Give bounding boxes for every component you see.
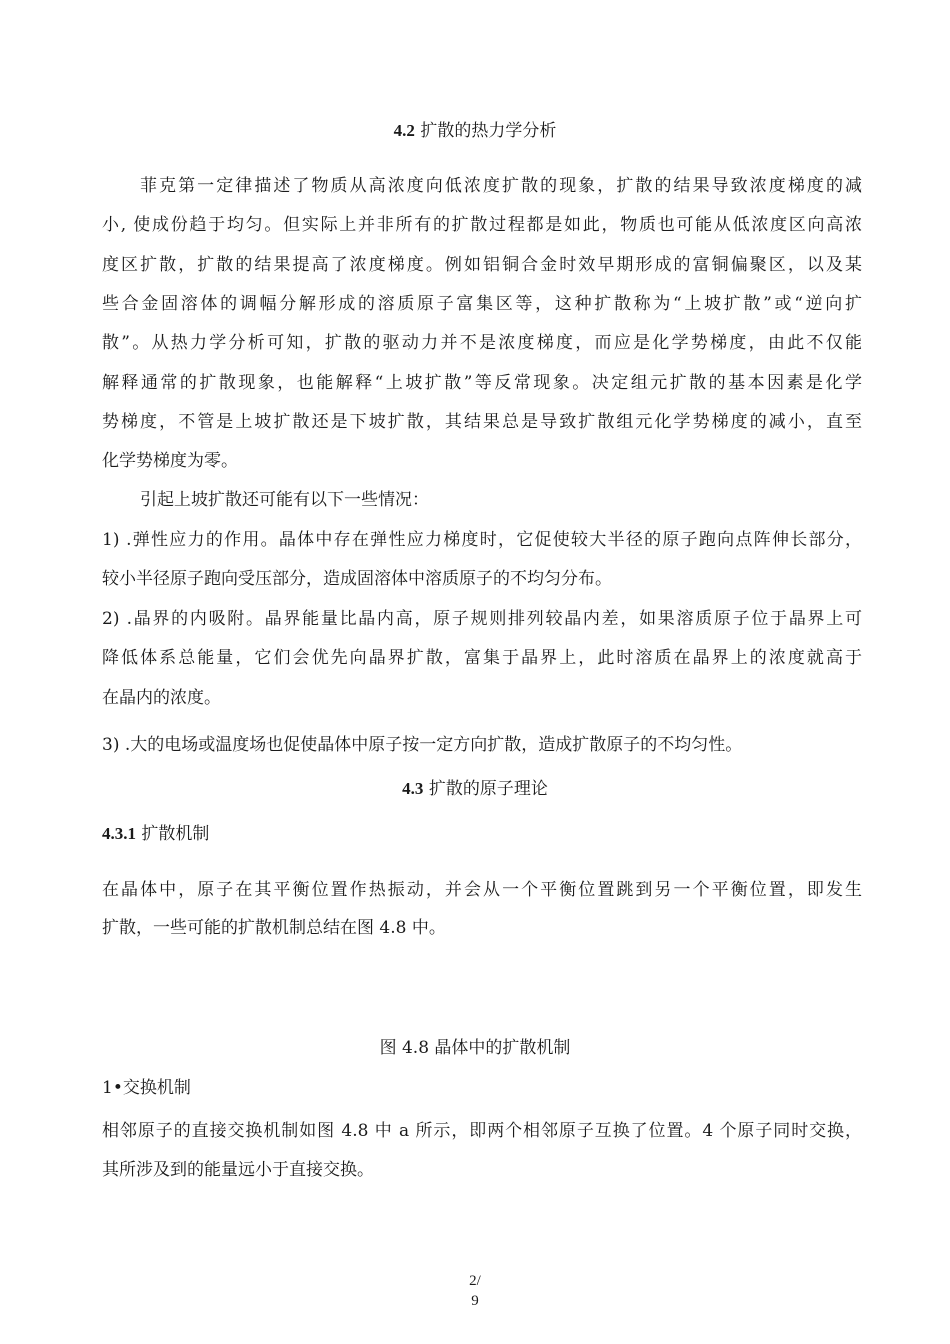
section-heading-4-3 xyxy=(0,779,950,799)
paragraph-line: 化学势梯度为零。 xyxy=(102,451,238,471)
list-item-line: 1) .弹性应力的作用。晶体中存在弹性应力梯度时，它促使较大半径的原子跑向点阵伸长部分， xyxy=(102,530,862,550)
section-number: 4.3.1 xyxy=(102,824,136,843)
paragraph-line: 相邻原子的直接交换机制如图 4.8 中 a 所示，即两个相邻原子互换了位置。4 个原子同时交换， xyxy=(102,1121,862,1141)
section-title: 扩散的热力学分析 xyxy=(420,121,557,141)
list-item-line: 3) .大的电场或温度场也促使晶体中原子按一定方向扩散，造成扩散原子的不均匀性。 xyxy=(102,735,743,755)
subsection-heading: 1•交换机制 xyxy=(102,1078,191,1098)
list-item-line: 在晶内的浓度。 xyxy=(102,688,221,708)
section-number: 4.2 xyxy=(393,121,415,140)
paragraph-line: 在晶体中，原子在其平衡位置作热振动，并会从一个平衡位置跳到另一个平衡位置，即发生 xyxy=(102,880,862,900)
list-item-line: 2) .晶界的内吸附。晶界能量比晶内高，原子规则排列较晶内差，如果溶质原子位于晶界上可 xyxy=(102,609,862,629)
section-heading-4-2 xyxy=(0,121,950,141)
section-title: 扩散的原子理论 xyxy=(428,779,548,799)
paragraph-intro: 引起上坡扩散还可能有以下一些情况： xyxy=(140,490,429,510)
paragraph-line: 散”。从热力学分析可知，扩散的驱动力并不是浓度梯度，而应是化学势梯度，由此不仅能 xyxy=(102,333,862,353)
subsection-heading-4-3-1 xyxy=(102,824,862,844)
list-item-line: 降低体系总能量，它们会优先向晶界扩散，富集于晶界上，此时溶质在晶界上的浓度就高于 xyxy=(102,648,862,668)
paragraph-line: 扩散，一些可能的扩散机制总结在图 4.8 中。 xyxy=(102,918,446,938)
paragraph-line: 小, 使成份趋于均匀。但实际上并非所有的扩散过程都是如此，物质也可能从低浓度区向高浓 xyxy=(102,215,862,235)
paragraph-line: 度区扩散，扩散的结果提高了浓度梯度。例如铝铜合金时效早期形成的富铜偏聚区，以及某 xyxy=(102,255,862,275)
paragraph-line: 些合金固溶体的调幅分解形成的溶质原子富集区等，这种扩散称为“上坡扩散”或“逆向扩 xyxy=(102,294,862,314)
section-title: 扩散机制 xyxy=(141,824,210,844)
section-number: 4.3 xyxy=(402,779,424,798)
page-number-bottom: 9 xyxy=(471,1293,479,1309)
page-number-top: 2/ xyxy=(469,1273,481,1289)
paragraph-line: 势梯度，不管是上坡扩散还是下坡扩散，其结果总是导致扩散组元化学势梯度的减小，直至 xyxy=(102,412,862,432)
figure-caption: 图 4.8 晶体中的扩散机制 xyxy=(379,1038,571,1058)
paragraph-line: 菲克第一定律描述了物质从高浓度向低浓度扩散的现象，扩散的结果导致浓度梯度的减 xyxy=(140,176,862,196)
paragraph-line: 解释通常的扩散现象，也能解释“上坡扩散”等反常现象。决定组元扩散的基本因素是化学 xyxy=(102,373,862,393)
list-item-line: 较小半径原子跑向受压部分，造成固溶体中溶质原子的不均匀分布。 xyxy=(102,569,612,589)
paragraph-line: 其所涉及到的能量远小于直接交换。 xyxy=(102,1160,374,1180)
